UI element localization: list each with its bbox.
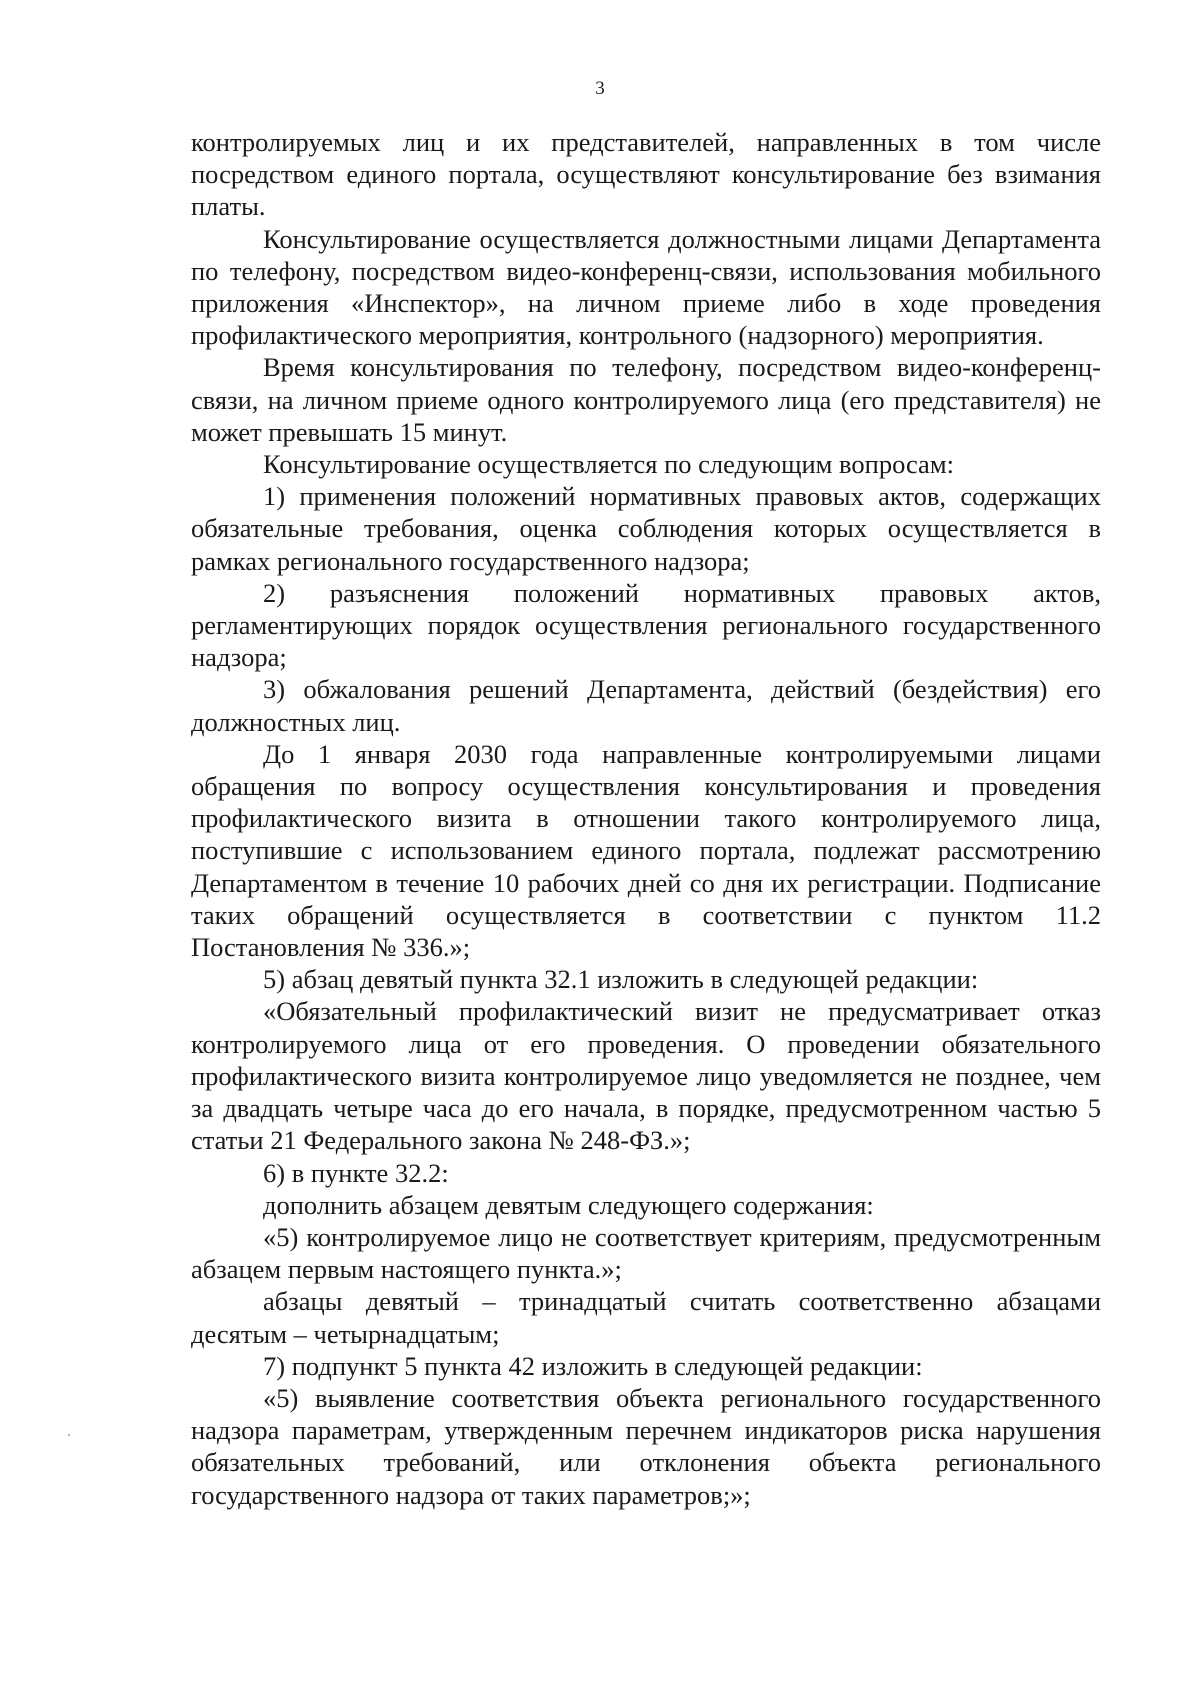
list-item-2: 2) разъяснения положений нормативных правовых актов, регламентирующих порядок осуществления регионального государственного надзора;: [191, 577, 1101, 673]
amendment-text-criteria: «5) контролируемое лицо не соответствует критериям, предусмотренным абзацем первым настоящего пункта.»;: [191, 1221, 1101, 1285]
paragraph-until-2030: До 1 января 2030 года направленные контролируемыми лицами обращения по вопросу осуществления консультирования и проведения профилактического визита в отношении такого контролируемого лица, поступившие с использованием единого портала, подлежат рассмотрению Департаментом в течение 10 рабочих дней со дня их регистрации. Подписание таких обращений осуществляется в соответствии с пунктом 11.2 Постановления № 336.»;: [191, 738, 1101, 963]
document-body: [191, 126, 1101, 1511]
amendment-supplement: дополнить абзацем девятым следующего содержания:: [263, 1189, 874, 1220]
amendment-item-7: 7) подпункт 5 пункта 42 изложить в следующей редакции:: [263, 1350, 923, 1381]
paragraph-consultation-topics: Консультирование осуществляется по следующим вопросам:: [263, 449, 954, 480]
paragraph-consultation-methods: Консультирование осуществляется должностными лицами Департамента по телефону, посредством видео-конференц-связи, использования мобильного приложения «Инспектор», на личном приеме либо в ходе проведения профилактического мероприятия, контрольного (надзорного) мероприятия.: [191, 223, 1101, 351]
amendment-item-5: 5) абзац девятый пункта 32.1 изложить в следующей редакции:: [263, 964, 979, 995]
scan-speck: [68, 1434, 70, 1436]
amendment-text-mandatory-visit: «Обязательный профилактический визит не предусматривает отказ контролируемого лица от его проведения. О проведении обязательного профилактического визита контролируемое лицо уведомляется не позднее, чем за двадцать четыре часа до его начала, в порядке, предусмотренном частью 5 статьи 21 Федерального закона № 248-ФЗ.»;: [191, 996, 1101, 1156]
amendment-item-6: 6) в пункте 32.2:: [263, 1157, 449, 1188]
amendment-renumbering: абзацы девятый – тринадцатый считать соответственно абзацами десятым – четырнадцатым;: [191, 1286, 1101, 1349]
paragraph-continuation: контролируемых лиц и их представителей, направленных в том числе посредством единого портала, осуществляют консультирование без взимания платы.: [191, 127, 1101, 222]
amendment-text-risk-indicators: «5) выявление соответствия объекта регионального государственного надзора параметрам, утвержденным перечнем индикаторов риска нарушения обязательных требований, или отклонения объекта регионального государственного надзора от таких параметров;»;: [191, 1382, 1101, 1510]
paragraph-consultation-time: Время консультирования по телефону, посредством видео-конференц-связи, на личном приеме одного контролируемого лица (его представителя) не может превышать 15 минут.: [191, 352, 1101, 447]
list-item-3: 3) обжалования решений Департамента, действий (бездействия) его должностных лиц.: [191, 674, 1101, 737]
page-number: 3: [595, 78, 605, 99]
list-item-1: 1) применения положений нормативных правовых актов, содержащих обязательные требования, оценка соблюдения которых осуществляется в рамках регионального государственного надзора;: [191, 481, 1101, 576]
